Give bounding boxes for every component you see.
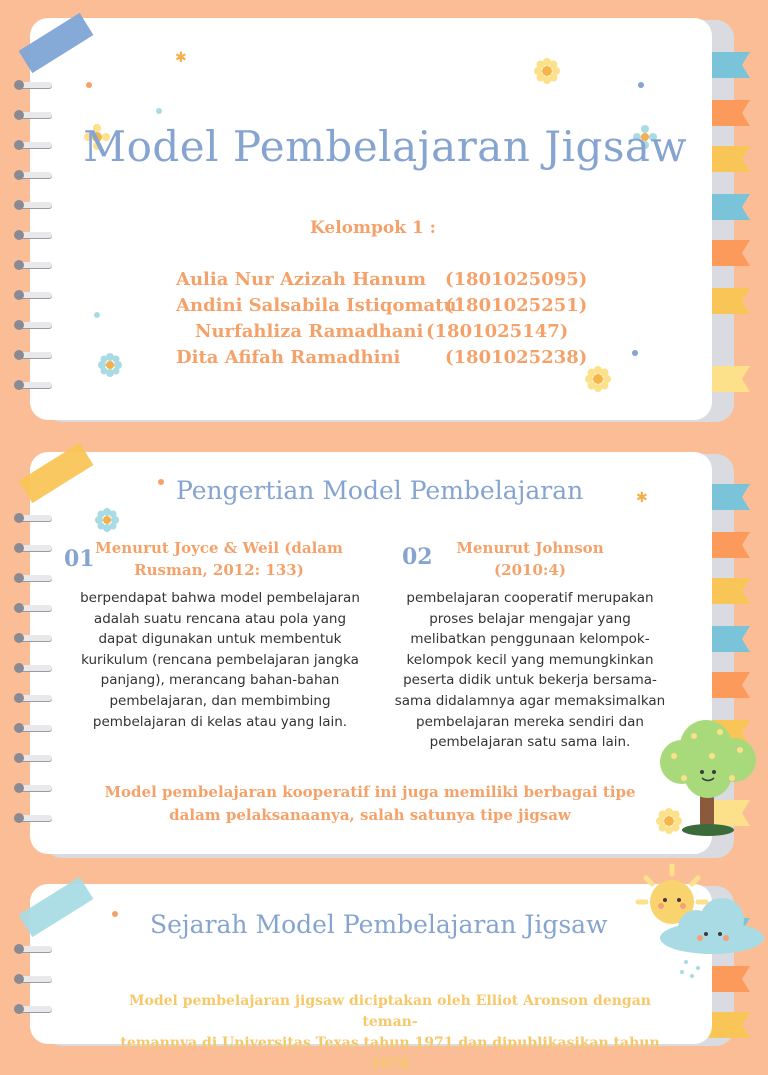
summary-note [90,781,650,827]
member-name: Andini Salsabila Istiqomatul [176,295,464,316]
daisy-icon [97,352,123,382]
source-line: Menurut Joyce & Weil (dalam [95,539,343,557]
ring-binding [18,82,52,88]
source-citation [84,537,354,581]
daisy-icon [656,808,682,838]
ring-binding [18,292,52,298]
text-line: pembelajaran di kelas atau yang lain. [92,713,348,730]
tab-blue [708,194,750,220]
text-line: adalah suatu rencana atau pola yang [93,610,347,627]
ring-binding [18,232,52,238]
text-line: pembelajaran mereka sendiri dan [416,713,644,730]
text-line: pembelajaran cooperatif merupakan [406,590,654,606]
text-line: berpendapat bahwa model pembelajaran [80,590,360,606]
dot-icon [86,82,92,88]
ring-binding [18,322,52,328]
source-line: (2010:4) [494,561,566,579]
dot-icon [94,312,100,318]
text-line: peserta didik untuk bekerja bersama- [403,672,657,689]
dot-icon [638,82,644,88]
ring-binding [18,112,52,118]
ring-binding [18,262,52,268]
point-number: 01 [64,546,95,572]
ring-binding [18,695,52,701]
dot-icon [112,911,118,917]
text-line: proses belajar mengajar yang [429,610,631,627]
ring-binding [18,665,52,671]
tab-yellow [708,288,750,314]
ring-binding [18,605,52,611]
text-line: melibatkan penggunaan kelompok- [410,631,650,648]
group-label: Kelompok 1 : [310,218,436,238]
tab-yellow [708,366,750,392]
ring-binding [18,1006,52,1012]
ring-binding [18,575,52,581]
para-line: temannya di Universitas Texas tahun 1971 dan dipublikasikan tahun 1978 [120,1035,660,1072]
section-heading: Sejarah Model Pembelajaran Jigsaw [150,910,608,939]
tab-blue [708,626,750,652]
tab-orange [708,532,750,558]
sparkle-icon: ✱ [636,490,648,506]
para-line: Model pembelajaran jigsaw diciptakan oleh Elliot Aronson dengan teman- [129,993,651,1030]
definition-text [380,588,680,753]
ring-binding [18,946,52,952]
sparkle-icon: ✱ [175,50,187,66]
tab-orange [708,240,750,266]
source-line: Menurut Johnson [456,539,604,557]
ring-binding [18,545,52,551]
daisy-icon [94,507,120,537]
ring-binding [18,382,52,388]
tab-orange [708,672,750,698]
point-number: 02 [402,544,433,570]
daisy-icon [534,58,560,88]
text-line: kurikulum (rencana pembelajaran jangka [81,651,359,668]
ring-binding [18,202,52,208]
member-id: (1801025251) [445,295,588,316]
ring-binding [18,635,52,641]
ring-binding [18,172,52,178]
text-line: panjang), merancang bahan-bahan [100,672,340,689]
history-paragraph [100,991,680,1075]
text-line: kelompok kecil yang memungkinkan [406,651,654,668]
section-heading: Pengertian Model Pembelajaran [176,476,584,505]
presentation-title: Model Pembelajaran Jigsaw [83,122,687,171]
ring-binding [18,785,52,791]
note-line: dalam pelaksanaanya, salah satunya tipe jigsaw [169,806,571,824]
ring-binding [18,725,52,731]
ring-binding [18,976,52,982]
text-line: pembelajaran, dan membimbing [109,692,331,709]
definition-text [70,588,370,732]
dot-icon [156,108,162,114]
dot-icon [632,350,638,356]
member-id: (1801025147) [426,321,569,342]
ring-binding [18,755,52,761]
tab-blue [708,484,750,510]
text-line: sama didalamnya agar memaksimalkan [394,692,666,709]
source-citation [430,537,630,581]
dot-icon [158,479,164,485]
note-line: Model pembelajaran kooperatif ini juga memiliki berbagai tipe [104,783,636,801]
text-line: dapat digunakan untuk membentuk [98,631,342,648]
tab-blue [708,52,750,78]
tab-yellow [708,1012,750,1038]
daisy-icon [585,366,611,396]
member-name: Aulia Nur Azizah Hanum [176,269,427,290]
ring-binding [18,352,52,358]
member-name: Dita Afifah Ramadhini [176,347,401,368]
ring-binding [18,515,52,521]
source-line: Rusman, 2012: 133) [134,561,304,579]
cloud-icon [656,896,768,984]
member-id: (1801025238) [445,347,588,368]
tab-yellow [708,578,750,604]
member-name: Nurfahliza Ramadhani [195,321,424,342]
text-line: pembelajaran satu sama lain. [429,734,631,751]
member-id: (1801025095) [445,269,588,290]
ring-binding [18,815,52,821]
